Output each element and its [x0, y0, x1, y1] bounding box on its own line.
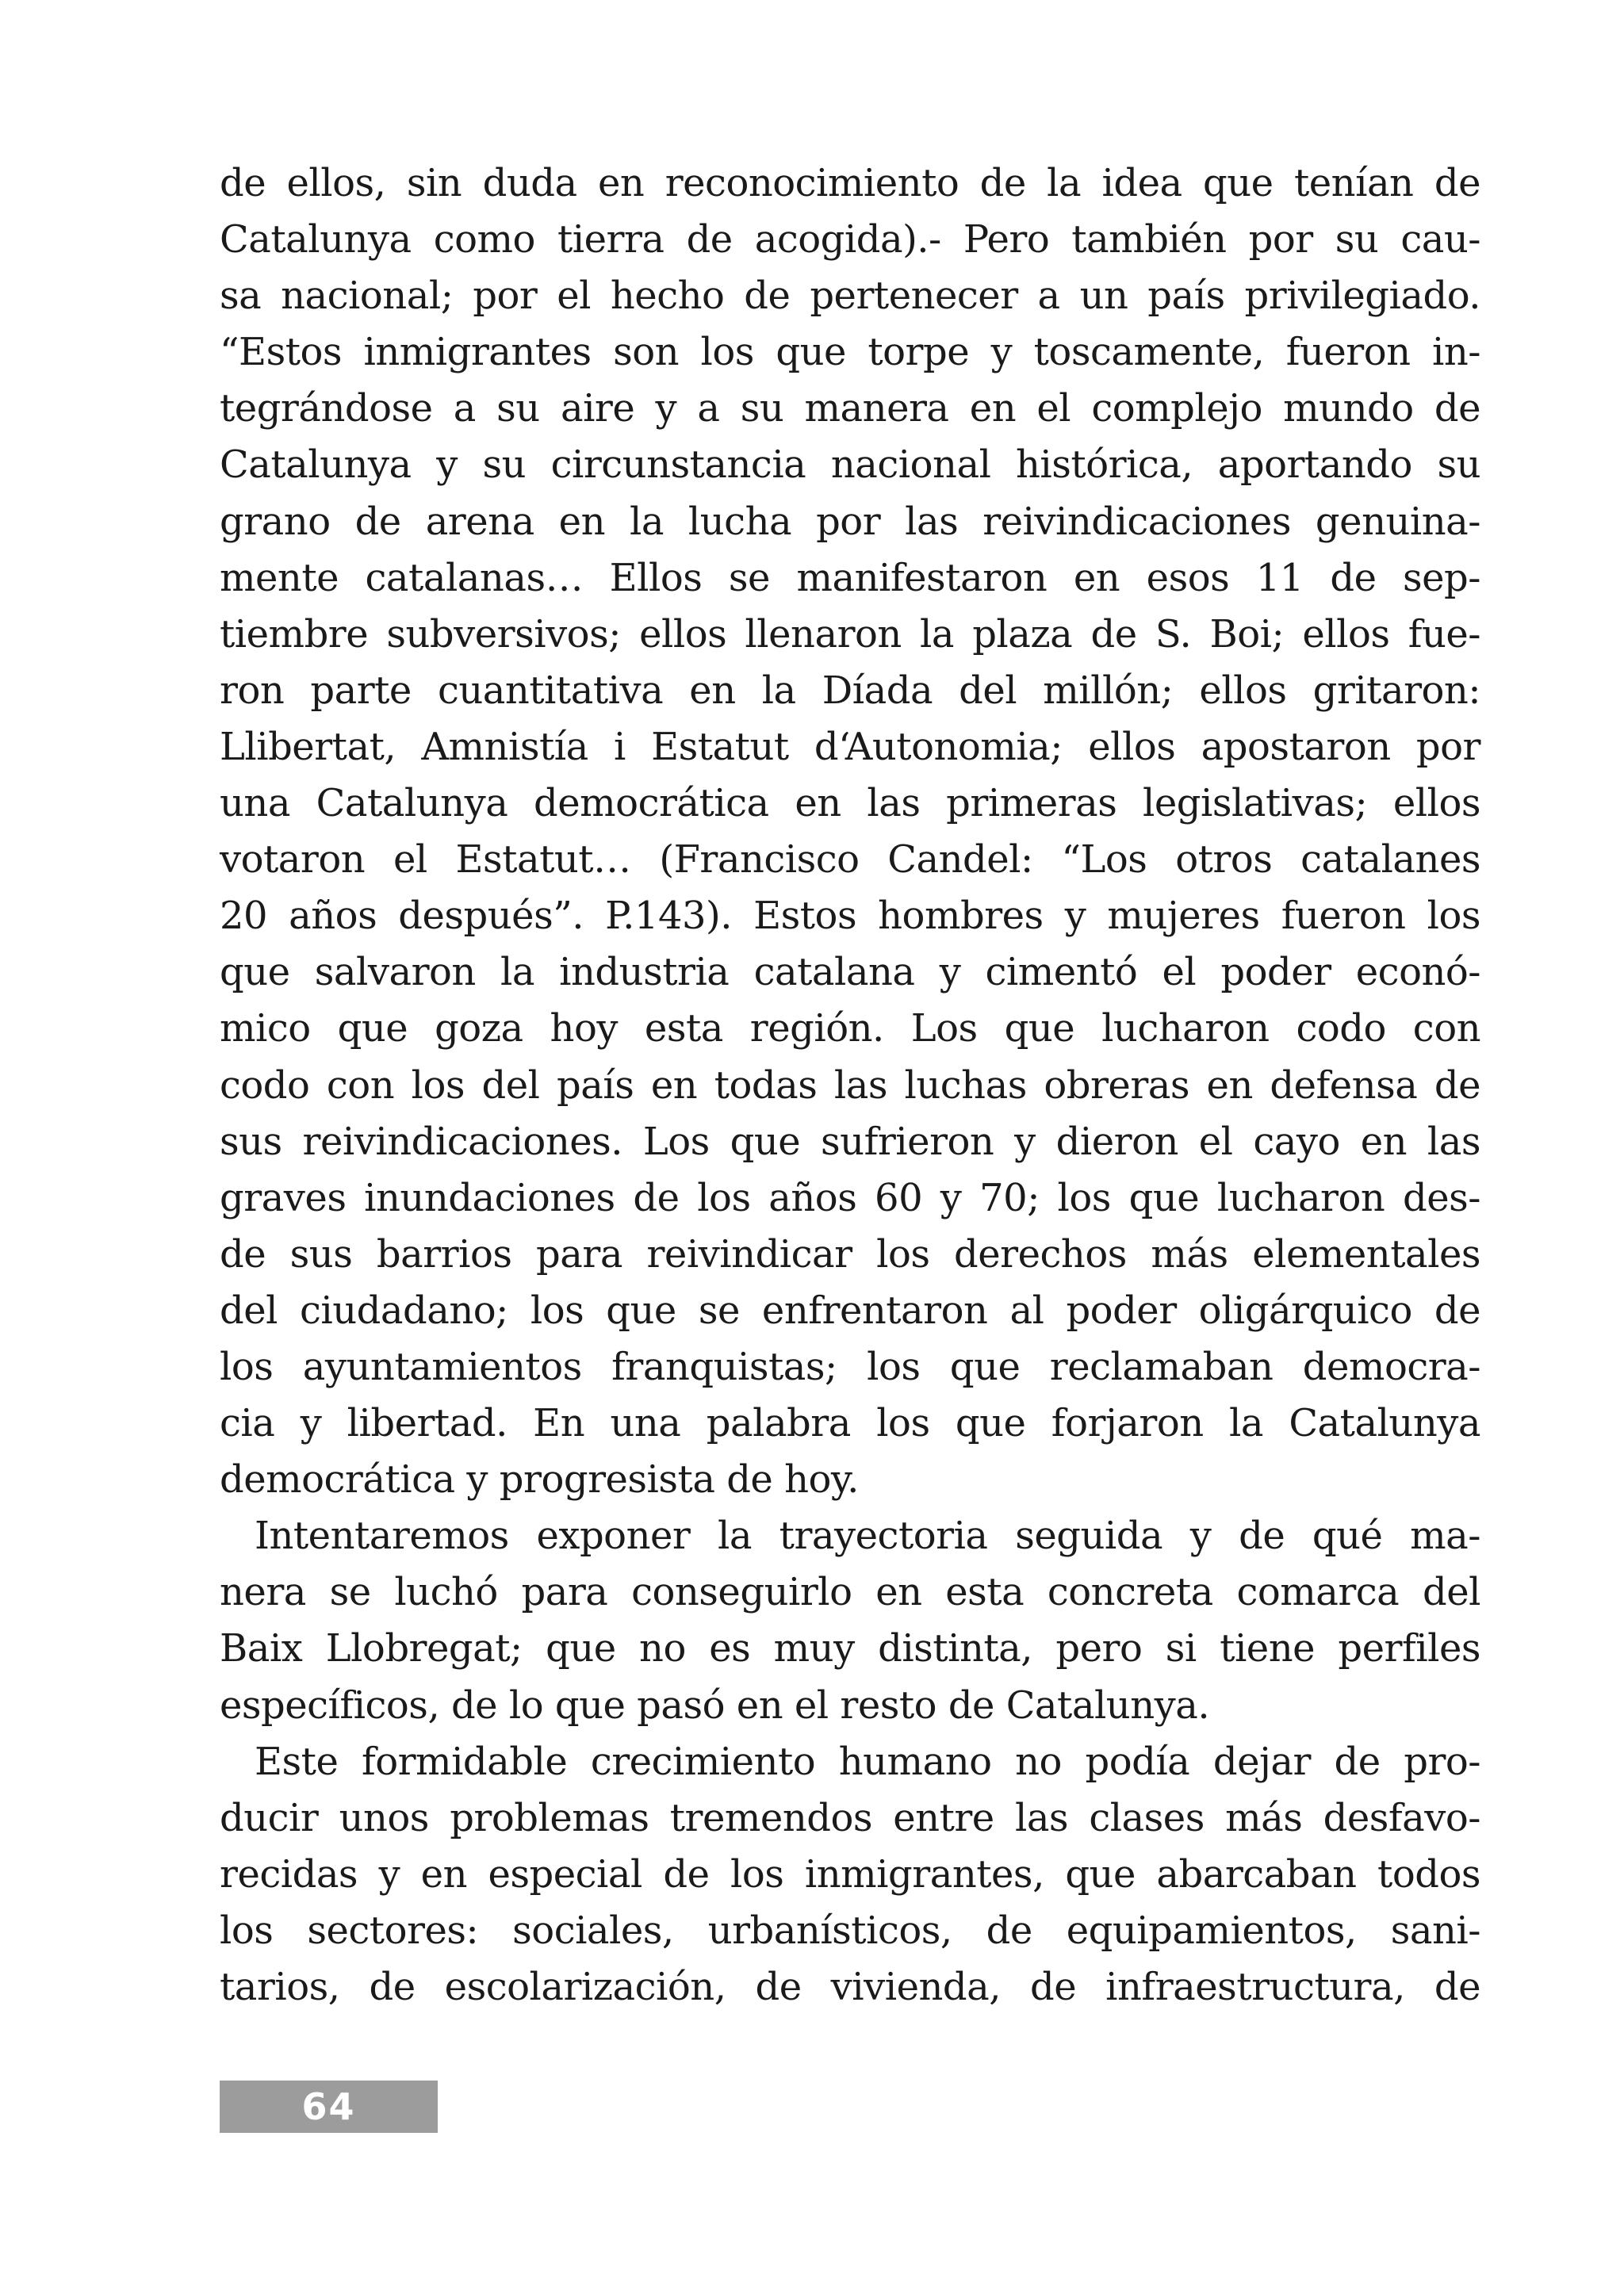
- text-line: Intentaremos exponer la trayectoria seguida y de qué ma-: [255, 1514, 1480, 1559]
- text-line: recidas y en especial de los inmigrantes, que abarcaban todos: [220, 1851, 1480, 1897]
- text-line: los ayuntamientos franquistas; los que reclamaban democra-: [220, 1344, 1480, 1389]
- text-line: codo con los del país en todas las luchas obreras en defensa de: [220, 1062, 1480, 1108]
- text-line: mico que goza hoy esta región. Los que lucharon codo con: [220, 1006, 1480, 1051]
- page-number: 64: [301, 2085, 356, 2128]
- text-line: los sectores: sociales, urbanísticos, de equipamientos, sani-: [220, 1908, 1480, 1953]
- text-line: una Catalunya democrática en las primeras legislativas; ellos: [220, 781, 1480, 826]
- text-line: tarios, de escolarización, de vivienda, de infraestructura, de: [220, 1965, 1480, 2009]
- text-line: ducir unos problemas tremendos entre las clases más desfavo-: [220, 1795, 1480, 1840]
- text-line: de ellos, sin duda en reconocimiento de la idea que tenían de: [220, 161, 1480, 205]
- text-line: del ciudadano; los que se enfrentaron al poder oligárquico de: [220, 1288, 1480, 1333]
- text-line: democrática y progresista de hoy.: [220, 1457, 859, 1503]
- text-line: Catalunya y su circunstancia nacional histórica, aportando su: [220, 442, 1480, 488]
- text-line: votaron el Estatut… (Francisco Candel: “Los otros catalanes: [220, 837, 1480, 882]
- text-line: nera se luchó para conseguirlo en esta concreta comarca del: [220, 1570, 1480, 1615]
- text-line: graves inundaciones de los años 60 y 70; los que lucharon des-: [220, 1175, 1480, 1220]
- text-line: tegrándose a su aire y a su manera en el complejo mundo de: [220, 386, 1480, 431]
- text-line: cia y libertad. En una palabra los que forjaron la Catalunya: [220, 1401, 1480, 1446]
- text-line: de sus barrios para reivindicar los derechos más elementales: [220, 1231, 1480, 1277]
- text-line: específicos, de lo que pasó en el resto de Catalunya.: [220, 1683, 1210, 1728]
- text-line: sa nacional; por el hecho de pertenecer a un país privilegiado.: [220, 274, 1480, 319]
- text-line: Este formidable crecimiento humano no podía dejar de pro-: [255, 1739, 1480, 1784]
- text-line: mente catalanas… Ellos se manifestaron en esos 11 de sep-: [220, 555, 1480, 600]
- text-line: 20 años después”. P.143). Estos hombres y mujeres fueron los: [220, 894, 1480, 939]
- body-text: [220, 155, 1480, 2016]
- text-line: Llibertat, Amnistía i Estatut d‘Autonomia; ellos apostaron por: [220, 724, 1480, 769]
- text-line: Catalunya como tierra de acogida).- Pero también por su cau-: [220, 217, 1480, 262]
- text-line: grano de arena en la lucha por las reivindicaciones genuina-: [220, 499, 1480, 544]
- page-number-box: [220, 2081, 438, 2133]
- text-line: Baix Llobregat; que no es muy distinta, pero si tiene perfiles: [220, 1626, 1480, 1671]
- text-line: que salvaron la industria catalana y cimentó el poder econó-: [220, 950, 1480, 995]
- text-line: tiembre subversivos; ellos llenaron la plaza de S. Boi; ellos fue-: [220, 611, 1480, 657]
- text-line: ron parte cuantitativa en la Díada del millón; ellos gritaron:: [220, 668, 1480, 713]
- text-line: “Estos inmigrantes son los que torpe y toscamente, fueron in-: [220, 330, 1480, 375]
- text-line: sus reivindicaciones. Los que sufrieron y dieron el cayo en las: [220, 1119, 1480, 1164]
